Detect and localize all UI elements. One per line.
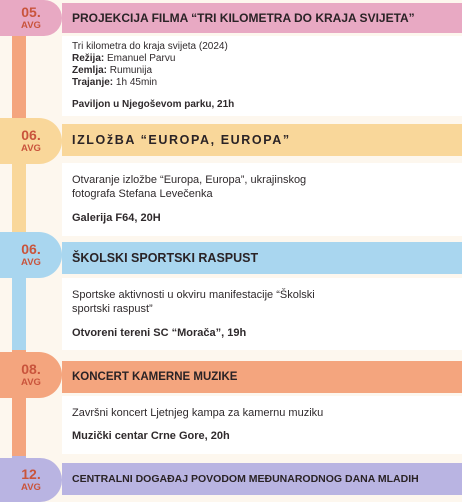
event-title-bar [62,242,462,274]
event-description: Sportske aktivnosti u okviru manifestacije “Školski [72,289,315,301]
event-title: CENTRALNI DOGAĐAJ POVODOM MEĐUNARODNOG DANA MLADIH [72,473,419,485]
film-country [72,65,450,77]
event-day: 06. [21,127,41,143]
film-title: Tri kilometra do kraja svijeta (2024) [72,41,228,52]
event-details-card [62,396,462,454]
event-title: ŠKOLSKI SPORTSKI RASPUST [72,251,259,265]
event-description: fotografa Stefana Levečenka [72,188,213,200]
film-duration [72,77,450,89]
event-month: AVG [21,20,41,31]
director-value: Emanuel Parvu [107,53,176,64]
event-month: AVG [21,257,41,268]
country-value: Rumunija [109,65,153,76]
event-title-bar [62,3,462,33]
event-description: sportski raspust” [72,303,153,315]
event-description: Otvaranje izložbe “Europa, Europa”, ukrajinskog [72,174,307,186]
event-month: AVG [21,143,41,154]
event-day: 12. [21,466,41,482]
event-details-card [62,36,462,116]
event-month: AVG [21,377,41,388]
event-title: IZLOžBA “EUROPA, EUROPA” [72,133,291,147]
event-day: 05. [21,4,41,20]
event-date-badge [0,0,62,36]
event-details-card [62,278,462,350]
duration-value: 1h 45min [115,77,158,88]
event-details-card [62,163,462,236]
event-description: Završni koncert Ljetnjeg kampa za kamernu muziku [72,407,324,419]
event-venue: Galerija F64, 20H [72,212,161,224]
event-day: 06. [21,241,41,257]
event-date-badge [0,118,62,164]
director-label: Režija: [72,53,105,64]
event-title: PROJEKCIJA FILMA “TRI KILOMETRA DO KRAJA SVIJETA” [72,11,415,25]
event-date-badge [0,232,62,278]
event-day: 08. [21,361,41,377]
event-date-badge [0,458,62,502]
event-date-badge [0,352,62,398]
event-title-bar [62,124,462,156]
event-month: AVG [21,482,41,493]
film-director [72,53,450,65]
event-venue: Muzički centar Crne Gore, 20h [72,430,230,442]
event-venue: Otvoreni tereni SC “Morača”, 19h [72,327,247,339]
event-title-bar [62,361,462,393]
event-title: KONCERT KAMERNE MUZIKE [72,371,238,383]
duration-label: Trajanje: [72,77,114,88]
event-venue: Paviljon u Njegoševom parku, 21h [72,99,235,110]
country-label: Zemlja: [72,65,108,76]
event-title-bar [62,463,462,495]
